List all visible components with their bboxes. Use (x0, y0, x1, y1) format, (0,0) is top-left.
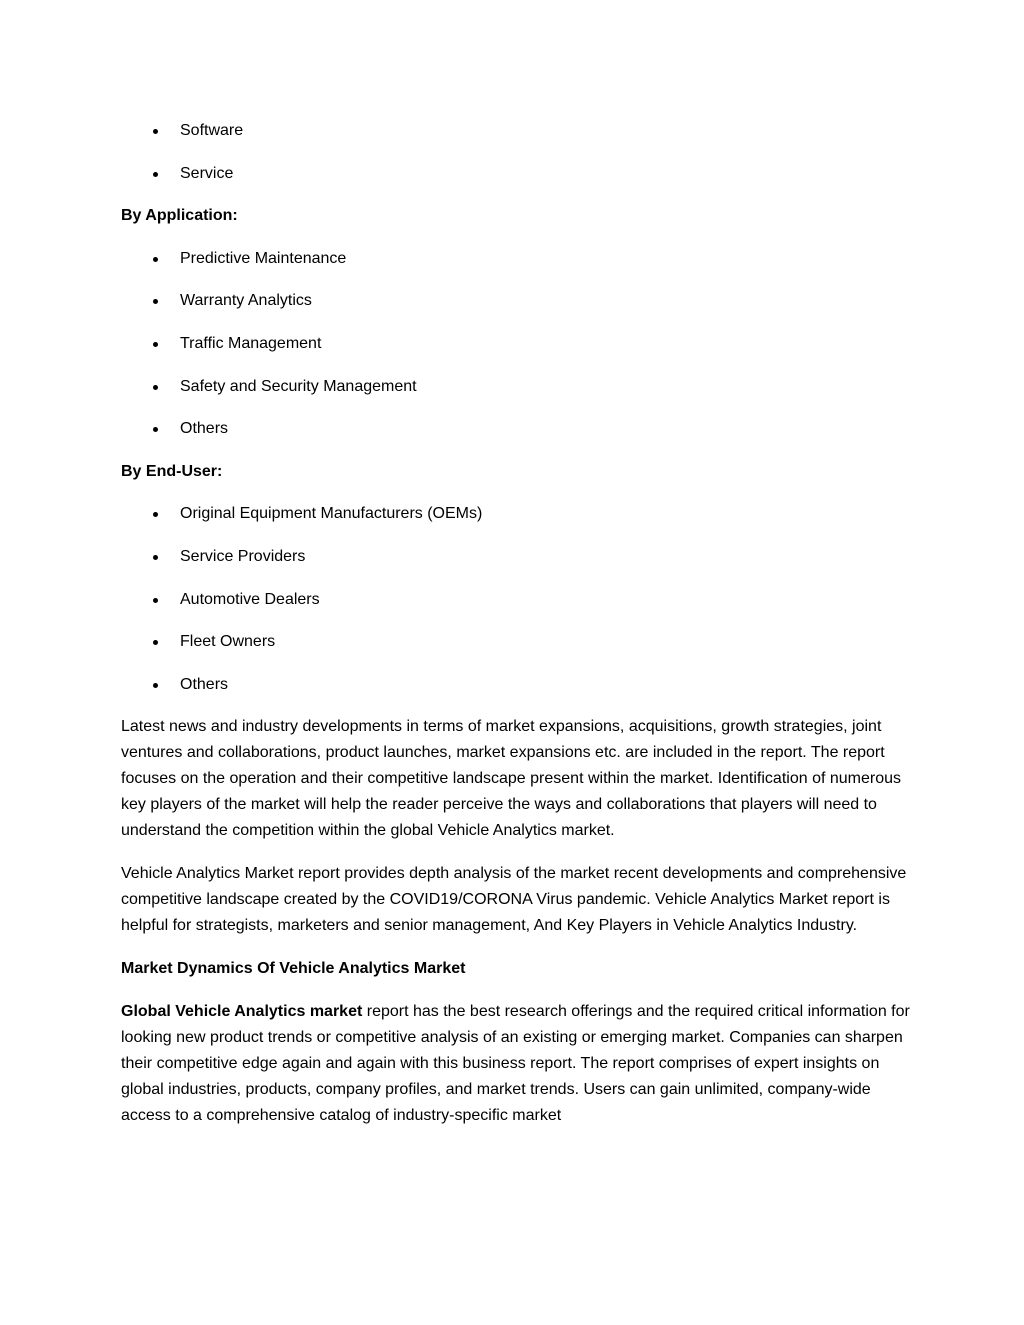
bullet-icon (153, 598, 158, 603)
bullet-icon (153, 640, 158, 645)
list-item: Automotive Dealers (121, 587, 911, 630)
bullet-icon (153, 299, 158, 304)
global-text: report has the best research offerings and the required critical information for looking new product trends or competitive analysis of an existing or emerging market. Companies can sharpen their competitive edge again and again with this business report. The report comprises of expert insights on global industries, products, company profiles, and market trends. Users can gain unlimited, company-wide access to a comprehensive catalog of industry-specific market (121, 1003, 910, 1125)
end-user-list (121, 501, 911, 714)
dynamics-heading: Market Dynamics Of Vehicle Analytics Market (121, 960, 466, 978)
bullet-icon (153, 427, 158, 432)
list-item: Others (121, 416, 911, 459)
list-item: Others (121, 672, 911, 715)
global-paragraph (121, 999, 911, 1129)
list-item: Service Providers (121, 544, 911, 587)
bullet-icon (153, 257, 158, 262)
bullet-icon (153, 512, 158, 517)
list-item: Warranty Analytics (121, 288, 911, 331)
news-paragraph: Latest news and industry developments in terms of market expansions, acquisitions, growth strategies, joint ventures and collaborations, product launches, market expansions etc. are included in the report. The report focuses on the operation and their competitive landscape present within the market. Identification of numerous key players of the market will help the reader perceive the ways and collaborations that players will need to understand the competition within the global Vehicle Analytics market. (121, 718, 902, 840)
list-item: Traffic Management (121, 331, 911, 374)
bullet-icon (153, 683, 158, 688)
end-user-heading: By End-User: (121, 462, 223, 480)
application-heading: By Application: (121, 207, 238, 225)
list-item: Fleet Owners (121, 629, 911, 672)
global-lead: Global Vehicle Analytics market (121, 1003, 363, 1021)
bullet-icon (153, 385, 158, 390)
bullet-icon (153, 342, 158, 347)
bullet-icon (153, 555, 158, 560)
list-item: Safety and Security Management (121, 374, 911, 417)
list-item: Original Equipment Manufacturers (OEMs) (121, 501, 911, 544)
component-list (121, 118, 911, 203)
list-item: Predictive Maintenance (121, 246, 911, 289)
list-item: Service (121, 161, 911, 204)
list-item: Software (121, 118, 911, 161)
report-paragraph: Vehicle Analytics Market report provides depth analysis of the market recent developments and comprehensive competitive landscape created by the COVID19/CORONA Virus pandemic. Vehicle Analytics Market report is helpful for strategists, marketers and senior management, And Key Players in Vehicle Analytics Industry. (121, 865, 907, 935)
bullet-icon (153, 172, 158, 177)
application-list (121, 246, 911, 459)
bullet-icon (153, 129, 158, 134)
document-page (121, 118, 911, 1146)
